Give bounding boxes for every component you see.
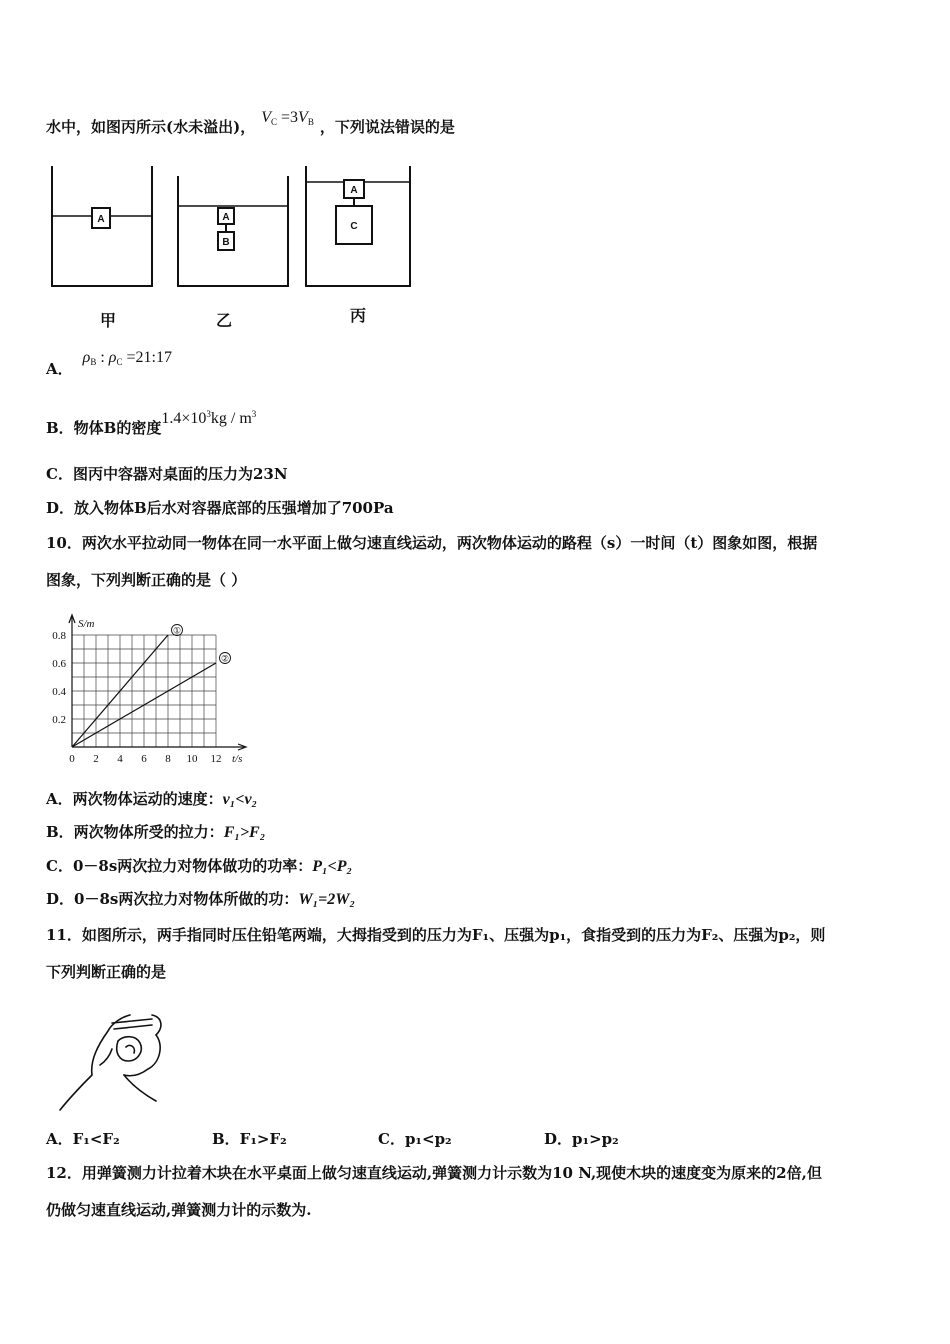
hand-pencil-figure (52, 1005, 172, 1115)
q9-containers-figure (40, 158, 430, 338)
q12-stem-line1: 12．用弹簧测力计拉着木块在水平桌面上做匀速直线运动,弹簧测力计示数为10 N,现使木块的速度变为原来的2倍,但 (46, 1164, 822, 1182)
label-c-bing: C (350, 221, 358, 232)
q11-option-d: D．p₁>p₂ (544, 1130, 619, 1148)
x-tick-label: 0 (69, 753, 75, 765)
y-tick-label: 0.8 (52, 630, 66, 642)
q10-option-c: C．0－8s两次拉力对物体做功的功率：P₁<P₂ (46, 857, 353, 875)
q10-option-d: D．0－8s两次拉力对物体所做的功：W₁=2W₂ (46, 890, 356, 908)
q10-stem-line1: 10．两次水平拉动同一物体在同一水平面上做匀速直线运动，两次物体运动的路程（s）一时间（t）图象如图，根据 (46, 534, 818, 552)
q9-intro-after: ，下列说法错误的是 (319, 118, 455, 136)
series-label-2: ② (220, 654, 230, 665)
q11-stem-line1: 11．如图所示，两手指同时压住铅笔两端，大拇指受到的压力为F₁、压强为p₁，食指受到的压力为F₂、压强为p₂，则 (46, 926, 826, 944)
x-tick-label: 8 (165, 753, 171, 765)
q12-stem-line2: 仍做匀速直线运动,弹簧测力计的示数为. (46, 1201, 312, 1219)
q11-option-c: C．p₁<p₂ (378, 1130, 452, 1148)
q9-option-c: C．图丙中容器对桌面的压力为23N (46, 465, 288, 483)
x-tick-label: 6 (141, 753, 147, 765)
q10-stem-line2: 图象，下列判断正确的是（ ） (46, 571, 247, 589)
y-tick-label: 0.4 (52, 686, 66, 698)
y-axis-label: S/m (78, 618, 95, 630)
q11-option-a: A．F₁<F₂ (46, 1130, 120, 1148)
label-yi: 乙 (215, 311, 233, 330)
label-jia: 甲 (99, 311, 117, 330)
x-axis-label: t/s (232, 753, 243, 765)
y-tick-label: 0.6 (52, 658, 66, 670)
x-tick-label: 12 (210, 753, 222, 765)
label-bing: 丙 (349, 306, 367, 325)
x-tick-label: 4 (117, 753, 123, 765)
q11-stem-line2: 下列判断正确的是 (46, 963, 167, 981)
q9-intro-text: 水中，如图丙所示(水未溢出)， (46, 118, 256, 136)
q9-intro (46, 109, 455, 137)
q9-option-d: D．放入物体B后水对容器底部的压强增加了700Pa (46, 499, 394, 517)
q9-intro-formula: $V_C =3V_B$ (261, 109, 314, 127)
label-b-yi: B (222, 237, 230, 248)
s-t-chart (40, 605, 270, 775)
label-a-bing: A (350, 185, 358, 196)
y-tick-label: 0.2 (52, 714, 66, 726)
x-tick-label: 10 (186, 753, 198, 765)
label-a-yi: A (222, 212, 230, 223)
q10-option-a: A．两次物体运动的速度：v₁<v₂ (46, 790, 258, 808)
q10-option-b: B．两次物体所受的拉力：F₁>F₂ (46, 823, 266, 841)
q9-option-a: A．$\rho_B$ : $\rho_C$ =21:17 (46, 349, 172, 378)
q11-option-b: B．F₁>F₂ (212, 1130, 287, 1148)
label-a-jia: A (97, 214, 105, 225)
q9-option-b: B．物体B的密度$1.4\times 10^3kg / m^3$ (46, 409, 257, 437)
series-label-1: ① (172, 626, 182, 637)
x-tick-label: 2 (93, 753, 99, 765)
